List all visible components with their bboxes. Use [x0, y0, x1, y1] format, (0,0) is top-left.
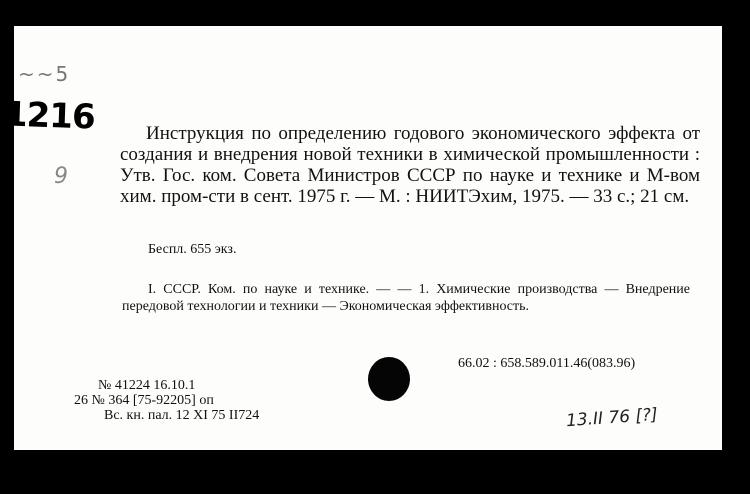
- accession-block: [74, 378, 259, 423]
- card-punch-hole: [368, 357, 410, 401]
- subject-headings-text: I. СССР. Ком. по науке и технике. — — 1. Химические производства — Внедрение передовой технологии и техники — Экономическая эффективность.: [122, 282, 690, 314]
- accession-line-2: 26 № 364 [75-92205] оп: [74, 393, 214, 408]
- accession-line-3: Вс. кн. пал. 12 XI 75 II724: [104, 408, 260, 423]
- subject-headings: [122, 281, 690, 315]
- handwritten-date: 13.II 76 [?]: [565, 404, 659, 432]
- price-edition-line: Беспл. 655 экз.: [148, 242, 237, 257]
- accession-line-1: № 41224 16.10.1: [98, 378, 196, 393]
- call-number: 1216: [3, 94, 96, 138]
- description-text: Инструкция по определению годового экономического эффекта от создания и внедрения новой техники в химической промышленности : Утв. Гос. ком. Совета Министров СССР по науке и технике и М-вом хим. пром-сти в сент. 1975 г. — М. : НИИТЭхим, 1975. — 33 с.; 21 см.: [120, 123, 700, 207]
- udc-classification: 66.02 : 658.589.011.46(083.96): [458, 356, 636, 371]
- stamp-mark-top: ~~5: [18, 62, 71, 86]
- handwritten-mark: 9: [54, 164, 68, 189]
- bibliographic-description: [120, 123, 700, 207]
